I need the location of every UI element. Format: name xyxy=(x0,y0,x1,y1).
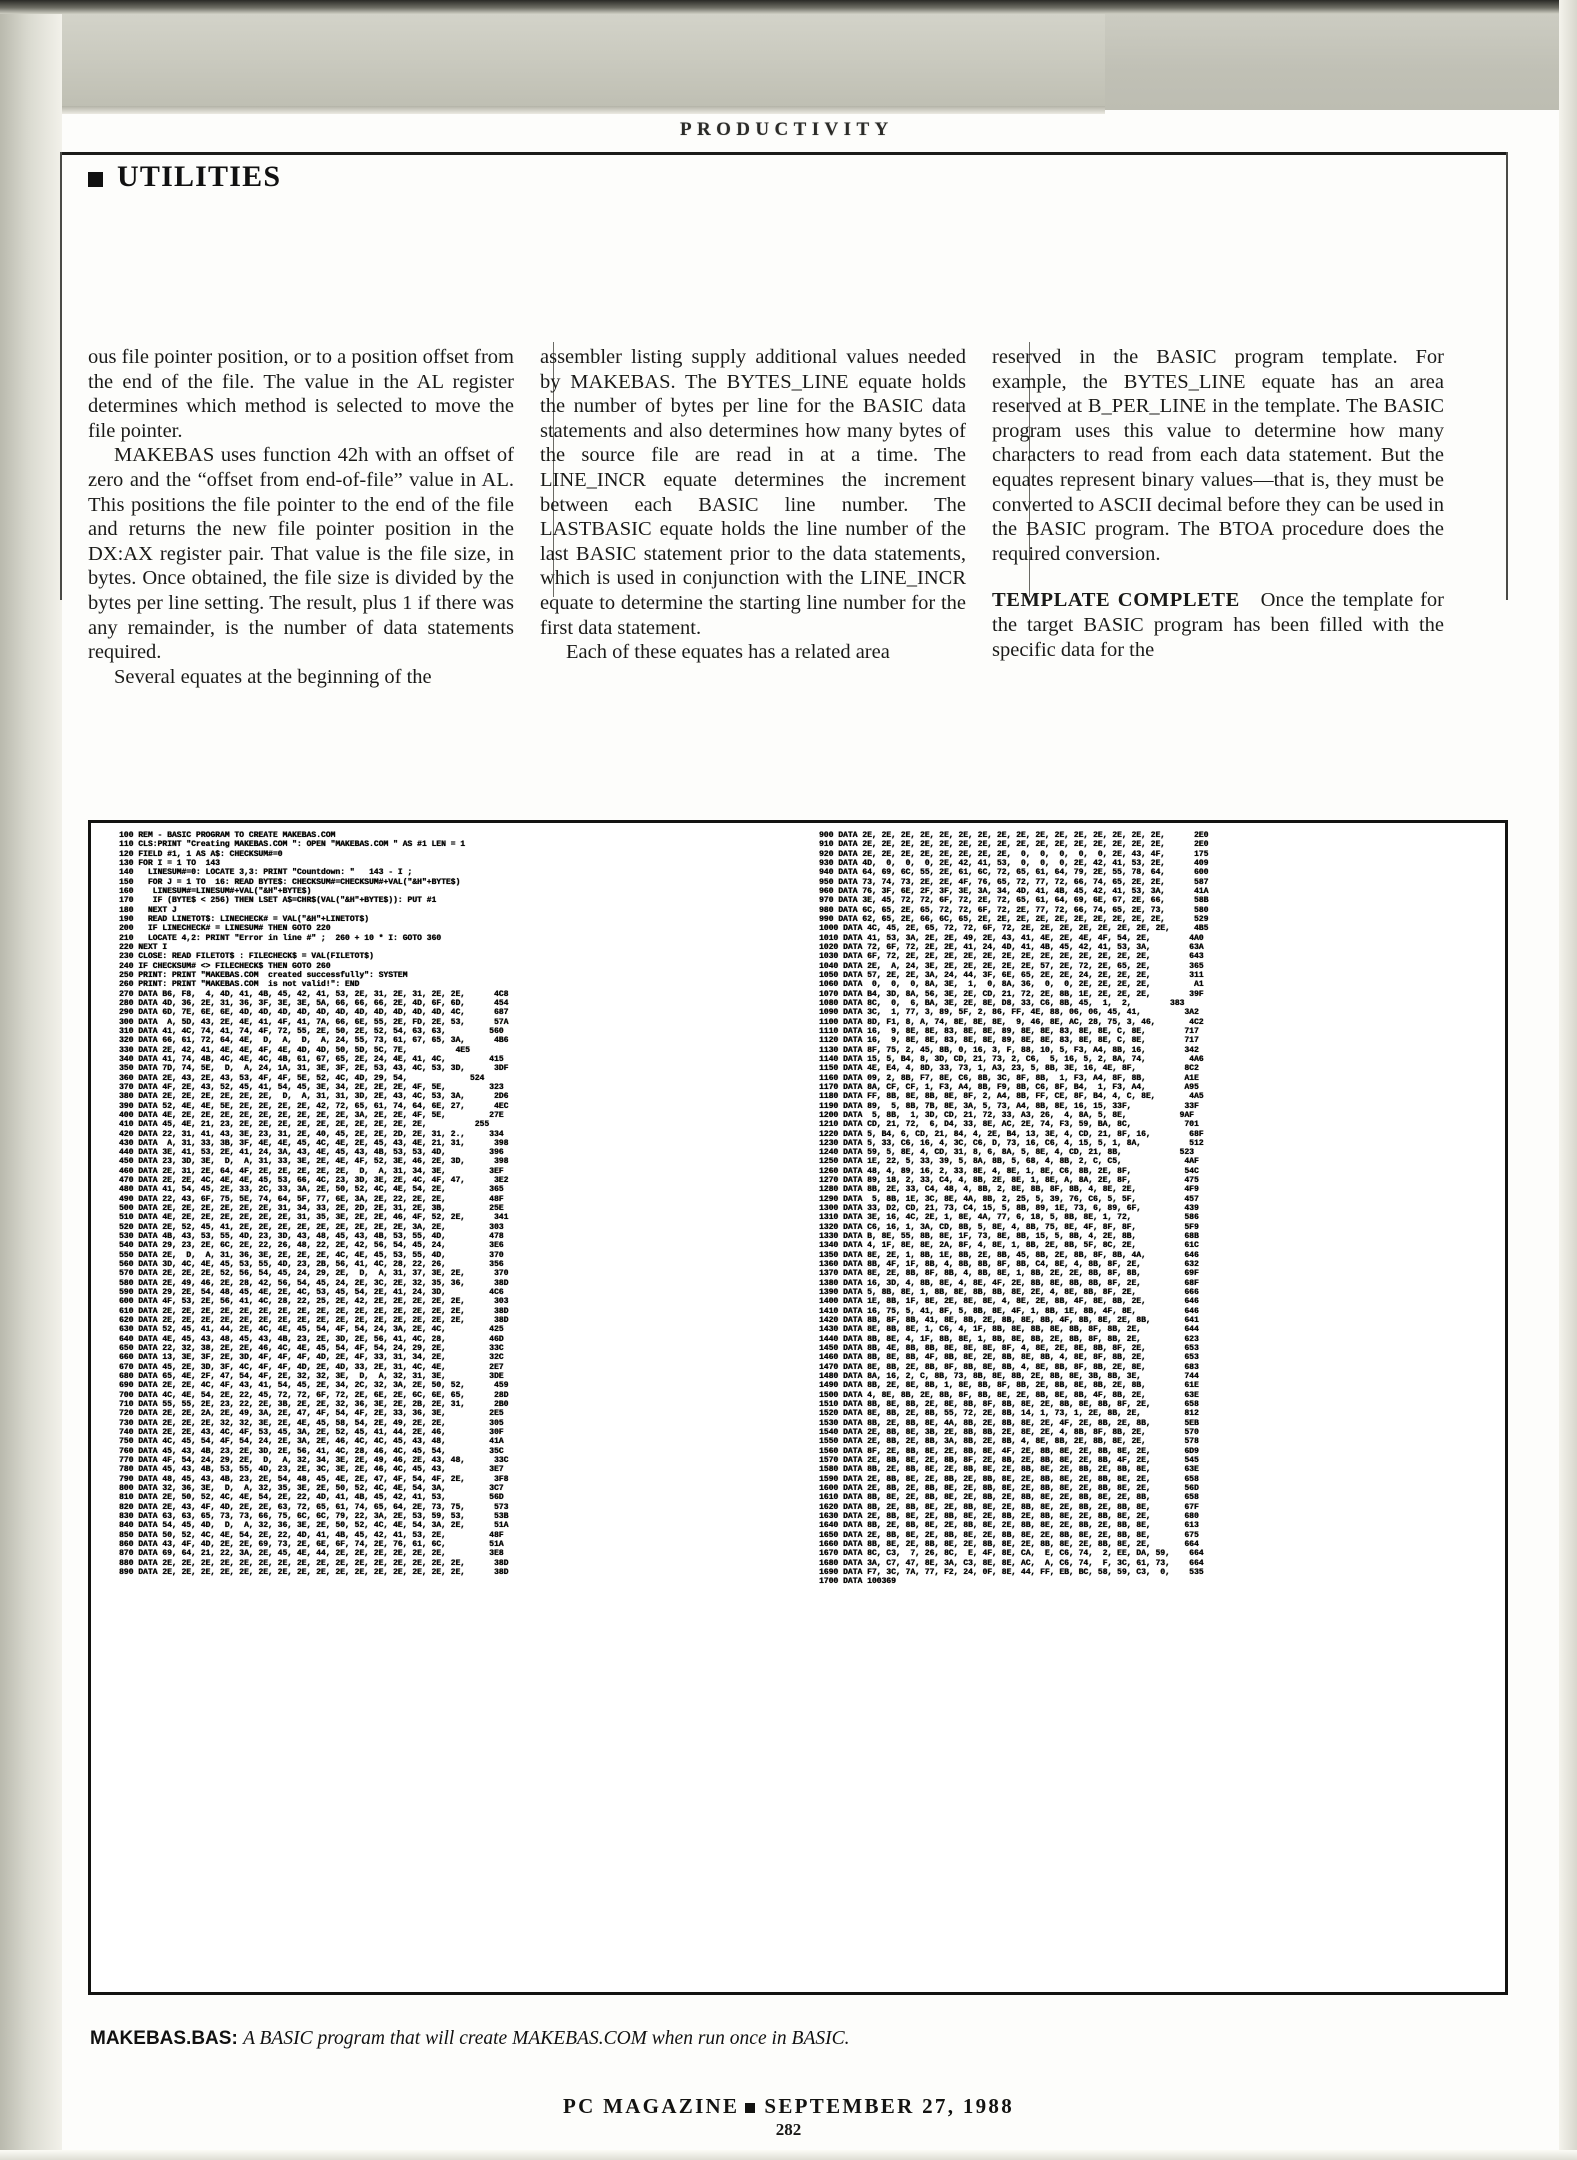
listing-line: 940 DATA 64, 69, 6C, 55, 2E, 61, 6C, 72, 65, 61, 64, 79, 2E, 55, 78, 64, 600 xyxy=(819,868,1209,878)
listing-line: 540 DATA 29, 23, 2E, 6C, 2E, 22, 26, 48, 22, 2E, 42, 56, 54, 45, 24, 3E6 xyxy=(119,1241,504,1251)
paragraph: reserved in the BASIC program template. For example, the BYTES_LINE equate has an area reserved at B_PER_LINE in the template. The BASIC program uses this value to determine how many characters to read from each data statement. But the equates represent binary values—that is, they must be converted to ASCII decimal before they can be used in the BASIC program. The BTOA procedure does the required conversion. xyxy=(992,346,1444,565)
listing-column-right xyxy=(797,831,1497,1986)
listing-line: 1700 DATA 100369 xyxy=(819,1577,896,1587)
listing-line: 220 NEXT I xyxy=(119,942,168,952)
listing-line: 1220 DATA 5, B4, 6, CD, 21, 84, 4, 2E, B4, 13, 3E, 4, CD, 21, 8F, 16, 68F xyxy=(819,1129,1204,1139)
listing-line: 1530 DATA 8B, 2E, 8B, 8E, 4A, 8B, 2E, 8B, 8E, 2E, 4F, 2E, 8B, 2E, 8B, 5EB xyxy=(819,1418,1199,1428)
listing-line: 880 DATA 2E, 2E, 2E, 2E, 2E, 2E, 2E, 2E, 2E, 2E, 2E, 2E, 2E, 2E, 2E, 2E, 38D xyxy=(119,1558,509,1568)
listing-line: 1180 DATA FF, 8B, 8E, 8B, 8E, 8F, 2, A4, 8B, FF, CE, 8F, B4, 4, C, 8E, 4A5 xyxy=(819,1092,1204,1102)
listing-line: 1010 DATA 41, 53, 3A, 2E, 2E, 49, 2E, 43, 41, 4E, 2E, 4E, 4F, 54, 2E, 4A0 xyxy=(819,933,1204,943)
listing-line: 470 DATA 2E, 2E, 4C, 4E, 4E, 45, 53, 66, 4C, 23, 3D, 3E, 2E, 4C, 4F, 47, 3E2 xyxy=(119,1176,509,1186)
listing-line: 1050 DATA 57, 2E, 2E, 3A, 24, 44, 3F, 6E, 65, 2E, 2E, 24, 2E, 2E, 2E, 311 xyxy=(819,970,1204,980)
listing-line: 380 DATA 2E, 2E, 2E, 2E, 2E, 2E, D, A, 31, 31, 3D, 2E, 43, 4C, 53, 3A, 2D6 xyxy=(119,1092,509,1102)
article-column-1 xyxy=(88,345,540,689)
listing-line: 1350 DATA 8E, 2E, 1, 8B, 1E, 8B, 2E, 8B, 45, 8B, 2E, 8B, 8F, 8B, 4A, 646 xyxy=(819,1250,1199,1260)
listing-line: 390 DATA 52, 4E, 4E, 5E, 2E, 2E, 2E, 2E, 42, 72, 65, 61, 74, 64, 6E, 27, 4EC xyxy=(119,1101,509,1111)
article-column-2 xyxy=(540,345,992,689)
caption-filename: MAKEBAS.BAS: xyxy=(90,2028,238,2049)
listing-line: 440 DATA 3E, 41, 53, 2E, 41, 24, 3A, 43, 4E, 45, 43, 4B, 53, 53, 4D, 396 xyxy=(119,1148,504,1158)
listing-line: 980 DATA 6C, 65, 2E, 65, 72, 72, 6F, 72, 2E, 77, 72, 66, 74, 65, 2E, 73, 580 xyxy=(819,905,1209,915)
listing-line: 1420 DATA 8B, 8F, 8B, 41, 8E, 8B, 2E, 8B, 8E, 8B, 4F, 8B, 8E, 2E, 8B, 641 xyxy=(819,1316,1199,1326)
footer-magazine: PC MAGAZINE xyxy=(562,2094,740,2118)
listing-line: 280 DATA 4D, 36, 2E, 31, 36, 3F, 3E, 3E, 5A, 66, 66, 66, 2E, 4D, 6F, 6D, 454 xyxy=(119,998,509,1008)
listing-line: 990 DATA 62, 65, 2E, 66, 6C, 65, 2E, 2E, 2E, 2E, 2E, 2E, 2E, 2E, 2E, 2E, 529 xyxy=(819,914,1209,924)
listing-line: 180 NEXT J xyxy=(119,905,177,915)
utilities-rule xyxy=(60,152,1508,155)
listing-line: 410 DATA 45, 4E, 21, 23, 2E, 2E, 2E, 2E, 2E, 2E, 2E, 2E, 2E, 2E, 255 xyxy=(119,1120,490,1130)
listing-line: 1240 DATA 59, 5, 8E, 4, CD, 31, 8, 6, 8A, 5, 8E, 4, CD, 21, 8B, 523 xyxy=(819,1148,1194,1158)
section-kicker: PRODUCTIVITY xyxy=(680,119,894,140)
listing-line: 570 DATA 2E, 2E, 2E, 52, 56, 54, 45, 24, 29, 2E, D, A, 31, 37, 3E, 2E, 370 xyxy=(119,1269,509,1279)
listing-line: 1490 DATA 8B, 2E, 8E, 8B, 1, 8E, 8B, 8F, 8B, 2E, 8B, 8E, 8B, 2E, 8B, 61E xyxy=(819,1381,1199,1391)
program-listing-box xyxy=(88,820,1508,1995)
listing-line: 530 DATA 4B, 43, 53, 55, 4D, 23, 3D, 43, 48, 45, 43, 4B, 53, 55, 4D, 478 xyxy=(119,1232,504,1242)
listing-line: 550 DATA 2E, D, A, 31, 36, 3E, 2E, 2E, 2E, 4C, 4E, 45, 53, 55, 4D, 370 xyxy=(119,1250,504,1260)
listing-line: 420 DATA 22, 31, 41, 43, 3E, 23, 31, 2E, 40, 45, 2E, 2E, 2D, 2E, 31, 2., 334 xyxy=(119,1129,504,1139)
listing-line: 1160 DATA 09, 2, 8B, F7, 8E, C6, 8B, 3C, 8F, 8B, 1, F3, A4, 8F, 8B, A1E xyxy=(819,1073,1199,1083)
listing-line: 250 PRINT: PRINT "MAKEBAS.COM created successfully": SYSTEM xyxy=(119,970,408,980)
listing-line: 520 DATA 2E, 52, 45, 41, 2E, 2E, 2E, 2E, 2E, 2E, 2E, 2E, 2E, 3A, 2E, 303 xyxy=(119,1222,504,1232)
listing-line: 810 DATA 2E, 50, 52, 4C, 4E, 54, 2E, 22, 4D, 41, 4B, 45, 42, 41, 53, 56D xyxy=(119,1493,504,1503)
scan-edge-left xyxy=(0,0,62,2160)
page-footer xyxy=(0,2094,1577,2119)
listing-line: 1330 DATA B, 8E, 55, 8B, 8E, 1F, 73, 8E, 8B, 15, 5, 8B, 4, 2E, 8B, 68B xyxy=(819,1232,1199,1242)
listing-line: 750 DATA 4C, 45, 54, 4F, 54, 24, 2E, 3A, 2E, 46, 4C, 4C, 45, 43, 48, 41A xyxy=(119,1437,504,1447)
listing-line: 630 DATA 52, 45, 41, 44, 2E, 4C, 4E, 45, 54, 4F, 54, 24, 3A, 2E, 4C, 425 xyxy=(119,1325,504,1335)
paragraph: Several equates at the beginning of the xyxy=(114,665,432,688)
listing-line: 720 DATA 2E, 2E, 2A, 2E, 49, 3A, 2E, 47, 4F, 54, 4F, 2E, 33, 36, 3E, 2E5 xyxy=(119,1409,504,1419)
listing-line: 1080 DATA 8C, 0, 6, BA, 3E, 2E, 8E, D8, 33, C6, 8B, 45, 1, 2, 383 xyxy=(819,998,1185,1008)
article-body xyxy=(88,345,1513,689)
listing-line: 350 DATA 7D, 74, 5E, D, A, 24, 1A, 31, 3E, 3F, 2E, 53, 43, 4C, 53, 3D, 3DF xyxy=(119,1064,509,1074)
listing-line: 560 DATA 3D, 4C, 4E, 45, 53, 55, 4D, 23, 2B, 56, 41, 4C, 28, 22, 26, 356 xyxy=(119,1260,504,1270)
listing-line: 1020 DATA 72, 6F, 72, 2E, 2E, 41, 24, 4D, 41, 4B, 45, 42, 41, 53, 3A, 63A xyxy=(819,942,1204,952)
listing-line: 600 DATA 4F, 53, 2E, 56, 41, 4C, 28, 22, 25, 2E, 42, 2E, 2E, 2E, 2E, 2E, 303 xyxy=(119,1297,509,1307)
listing-line: 1680 DATA 3A, C7, 47, 8E, 3A, C3, 8E, 8E, AC, A, C6, 74, F, 3C, 61, 73, 664 xyxy=(819,1558,1204,1568)
listing-line: 1570 DATA 2E, 8B, 8E, 2E, 8B, 8F, 2E, 8B, 2E, 8B, 8E, 2E, 8B, 4F, 2E, 545 xyxy=(819,1455,1199,1465)
listing-line: 490 DATA 22, 43, 6F, 75, 5E, 74, 64, 5F, 77, 6E, 3A, 2E, 22, 2E, 2E, 48F xyxy=(119,1194,504,1204)
listing-line: 110 CLS:PRINT "Creating MAKEBAS.COM ": OPEN "MAKEBAS.COM " AS #1 LEN = 1 xyxy=(119,840,466,850)
listing-line: 850 DATA 50, 52, 4C, 4E, 54, 2E, 22, 4D, 41, 4B, 45, 42, 41, 53, 2E, 48F xyxy=(119,1530,504,1540)
listing-line: 1580 DATA 8B, 2E, 8B, 8E, 2E, 8B, 8E, 2E, 8B, 8E, 2E, 8B, 2E, 8B, 8E, 63E xyxy=(819,1465,1199,1475)
paragraph: ous file pointer position, or to a position offset from the end of the file. The value in the AL register determines which method is selected to move the file pointer. xyxy=(88,346,514,442)
listing-line: 1400 DATA 1E, 8B, 1F, 8E, 2E, 8E, 8E, 4, 8E, 2E, 8B, 4F, 8E, 8B, 2E, 646 xyxy=(819,1297,1199,1307)
listing-line: 200 IF LINECHECK# = LINESUM# THEN GOTO 220 xyxy=(119,924,331,934)
listing-line: 1210 DATA CD, 21, 72, 6, D4, 33, 8E, AC, 2E, 74, F3, 59, BA, 8C, 701 xyxy=(819,1120,1199,1130)
listing-line: 930 DATA 4D, 0, 0, 0, 2E, 42, 41, 53, 0, 0, 0, 2E, 42, 41, 53, 2E, 409 xyxy=(819,858,1209,868)
listing-line: 1690 DATA F7, 3C, 7A, 77, F2, 24, 0F, 8E, 44, FF, EB, BC, 58, 59, C3, 0, 535 xyxy=(819,1567,1204,1577)
listing-line: 1140 DATA 15, 5, B4, 8, 3D, CD, 21, 73, 2, C6, 5, 16, 5, 2, 8A, 74, 4A6 xyxy=(819,1054,1204,1064)
listing-line: 820 DATA 2E, 43, 4F, 4D, 2E, 2E, 63, 72, 65, 61, 74, 65, 64, 2E, 73, 75, 573 xyxy=(119,1502,509,1512)
listing-line: 1380 DATA 16, 3D, 4, 8B, 8E, 4, 8E, 4F, 2E, 8B, 8E, 8B, 8B, 8F, 2E, 68F xyxy=(819,1278,1199,1288)
listing-line: 670 DATA 45, 2E, 3D, 3F, 4C, 4F, 4F, 4D, 2E, 4D, 33, 2E, 31, 4C, 4E, 2E7 xyxy=(119,1362,504,1372)
listing-line: 310 DATA 41, 4C, 74, 41, 74, 4F, 72, 55, 2E, 50, 2E, 52, 54, 63, 63, 560 xyxy=(119,1026,504,1036)
listing-line: 740 DATA 2E, 2E, 43, 4C, 4F, 53, 45, 3A, 2E, 52, 45, 41, 44, 2E, 46, 30F xyxy=(119,1428,504,1437)
listing-line: 100 REM - BASIC PROGRAM TO CREATE MAKEBAS.COM xyxy=(119,831,336,840)
listing-line: 450 DATA 23, 3D, 3E, D, A, 31, 33, 3E, 2E, 4E, 4F, 52, 3E, 46, 2E, 3D, 398 xyxy=(119,1157,509,1167)
listing-line: 1150 DATA 4E, E4, 4, 8D, 33, 73, 1, A3, 23, 5, 8B, 3E, 16, 4E, 8F, 8C2 xyxy=(819,1064,1199,1074)
masthead-shadow xyxy=(62,106,1105,114)
listing-line: 120 FIELD #1, 1 AS A$: CHECKSUM#=0 xyxy=(119,849,283,859)
listing-line: 1200 DATA 5, 8B, 1, 3D, CD, 21, 72, 33, A3, 26, 4, 8A, 5, 8E, 9AF xyxy=(819,1110,1194,1120)
paragraph: Each of these equates has a related area xyxy=(566,641,890,664)
listing-line: 790 DATA 48, 45, 43, 4B, 23, 2E, 54, 48, 45, 4E, 2E, 47, 4F, 54, 4F, 2E, 3F8 xyxy=(119,1474,509,1484)
listing-line: 1410 DATA 16, 75, 5, 41, 8F, 5, 8B, 8E, 4F, 1, 8B, 1E, 8B, 4F, 8E, 646 xyxy=(819,1306,1199,1316)
listing-column-left xyxy=(101,831,797,1986)
scan-edge-top xyxy=(0,0,1577,14)
scan-edge-bottom xyxy=(0,2150,1577,2160)
listing-line: 1460 DATA 8B, 8E, 8B, 4F, 8B, 8E, 2E, 8B, 8E, 8B, 4, 8E, 8F, 8B, 2E, 653 xyxy=(819,1353,1199,1363)
listing-line: 760 DATA 45, 43, 4B, 23, 2E, 3D, 2E, 56, 41, 4C, 28, 46, 4C, 45, 54, 35C xyxy=(119,1446,504,1456)
listing-line: 320 DATA 66, 61, 72, 64, 4E, D, A, D, A, 24, 55, 73, 61, 67, 65, 3A, 4B6 xyxy=(119,1036,509,1046)
listing-line: 1370 DATA 8E, 2E, 8B, 8F, 8B, 4, 8B, 8E, 1, 8B, 2E, 2E, 8B, 8F, 8B, 69F xyxy=(819,1269,1199,1279)
listing-line: 1190 DATA 89, 5, 8B, 7B, 8E, 3A, 5, 73, A4, 8B, 8E, 16, 15, 33F, 33F xyxy=(819,1101,1199,1111)
listing-line: 510 DATA 4E, 2E, 2E, 2E, 2E, 2E, 2E, 31, 35, 3E, 2E, 2E, 46, 4F, 52, 2E, 341 xyxy=(119,1213,509,1223)
listing-line: 460 DATA 2E, 31, 2E, 64, 4F, 2E, 2E, 2E, 2E, 2E, D, A, 31, 34, 3E, 3EF xyxy=(119,1166,504,1176)
listing-line: 1340 DATA 4, 1F, 8E, 8E, 2A, 8F, 4, 8E, 1, 8B, 2E, 8B, 5F, 8C, 2E, 61C xyxy=(819,1241,1199,1251)
listing-line: 1640 DATA 8B, 2E, 8B, 8E, 2E, 8B, 8E, 2E, 8B, 8E, 2E, 8B, 2E, 8B, 8E, 613 xyxy=(819,1521,1199,1531)
listing-line: 590 DATA 29, 2E, 54, 48, 45, 4E, 2E, 4C, 53, 45, 54, 2E, 41, 24, 3D, 4C6 xyxy=(119,1288,504,1298)
paragraph: assembler listing supply additional values needed by MAKEBAS. The BYTES_LINE equate holds the number of bytes per line for the BASIC data statements and also determines how many bytes of the source file are read in at a time. The LINE_INCR equate determines the increment between each BASIC line number. The LASTBASIC equate holds the line number of the last BASIC statement prior to the data statements, which is used in conjunction with the LINE_INCR equate to determine the starting line number for the first data statement. xyxy=(540,346,966,639)
page-number: 282 xyxy=(775,2120,802,2139)
listing-line: 1650 DATA 2E, 8B, 8E, 2E, 8B, 8E, 2E, 8B, 8E, 2E, 8B, 8E, 2E, 8B, 8E, 675 xyxy=(819,1530,1199,1540)
listing-line: 800 DATA 32, 36, 3E, D, A, 32, 35, 3E, 2E, 50, 52, 4C, 4E, 54, 3A, 3C7 xyxy=(119,1483,504,1493)
listing-line: 400 DATA 4E, 2E, 2E, 2E, 2E, 2E, 2E, 2E, 2E, 2E, 3A, 2E, 2E, 4F, 5E, 27E xyxy=(119,1110,504,1120)
listing-line: 690 DATA 2E, 2E, 4C, 4F, 43, 41, 54, 45, 2E, 34, 2C, 32, 3A, 2E, 50, 52, 459 xyxy=(119,1381,509,1391)
listing-line: 230 CLOSE: READ FILETOT$ : FILECHECK$ = VAL(FILETOT$) xyxy=(119,952,374,962)
listing-line: 650 DATA 22, 32, 38, 2E, 2E, 46, 4C, 4E, 45, 54, 4F, 54, 24, 29, 2E, 33C xyxy=(119,1344,504,1354)
listing-line: 1270 DATA 89, 18, 2, 33, C4, 4, 8B, 2E, 8E, 1, 8E, A, 8A, 2E, 8F, 475 xyxy=(819,1176,1199,1186)
listing-line: 1550 DATA 2E, 8B, 2E, 8B, 3A, 8B, 2E, 8B, 4, 8E, 8B, 2E, 8B, 8E, 2E, 578 xyxy=(819,1437,1199,1447)
listing-line: 1070 DATA B4, 3D, 8A, 56, 3E, 2E, CD, 21, 72, 2E, 8B, 1E, 2E, 2E, 2E, 39F xyxy=(819,989,1204,999)
listing-line: 620 DATA 2E, 2E, 2E, 2E, 2E, 2E, 2E, 2E, 2E, 2E, 2E, 2E, 2E, 2E, 2E, 2E, 38D xyxy=(119,1316,509,1326)
listing-line: 1090 DATA 3C, 1, 77, 3, 89, 5F, 2, 86, FF, 4E, 88, 06, 06, 45, 41, 3A2 xyxy=(819,1008,1199,1018)
listing-line: 1440 DATA 8B, 8E, 4, 1F, 8B, 8E, 1, 8B, 8E, 8B, 2E, 8B, 8F, 8B, 2E, 623 xyxy=(819,1334,1199,1344)
listing-line: 1630 DATA 2E, 8B, 8E, 2E, 8B, 8E, 2E, 8B, 2E, 8B, 8E, 2E, 8B, 8E, 2E, 680 xyxy=(819,1511,1199,1521)
listing-line: 1290 DATA 5, 8B, 1E, 3C, 8E, 4A, 8B, 2, 25, 5, 39, 76, C6, 5, 5F, 457 xyxy=(819,1194,1199,1204)
listing-line: 210 LOCATE 4,2: PRINT "Error in line #" ; 260 + 10 * I: GOTO 360 xyxy=(119,933,442,943)
listing-line: 170 IF (BYTE$ < 256) THEN LSET A$=CHR$(VAL("&H"+BYTE$)): PUT #1 xyxy=(119,896,437,906)
listing-line: 140 LINESUM#=0: LOCATE 3,3: PRINT "Countdown: " 143 - I ; xyxy=(119,868,413,878)
listing-line: 610 DATA 2E, 2E, 2E, 2E, 2E, 2E, 2E, 2E, 2E, 2E, 2E, 2E, 2E, 2E, 2E, 2E, 38D xyxy=(119,1306,509,1316)
listing-line: 1100 DATA 8D, F1, 8, A, 74, 8E, 8E, 8E, 9, 46, 8E, AC, 28, 75, 3, 46, 4C2 xyxy=(819,1017,1204,1027)
listing-line: 1120 DATA 16, 9, 8E, 8E, 83, 8E, 8E, 89, 8E, 8E, 83, 8E, 8E, C, 8E, 717 xyxy=(819,1036,1199,1046)
listing-line: 920 DATA 2E, 2E, 2E, 2E, 2E, 2E, 2E, 2E, 0, 0, 0, 0, 0, 2E, 43, 4F, 175 xyxy=(819,849,1209,859)
listing-line: 260 PRINT: PRINT "MAKEBAS.COM is not valid!": END xyxy=(119,980,360,990)
listing-line: 1670 DATA 8C, C3, 7, 26, 8C, E, 4F, 8E, CA, E, C6, 74, 2, EE, DA, 59, 664 xyxy=(819,1549,1204,1559)
masthead-band xyxy=(62,14,1105,110)
listing-line: 830 DATA 63, 63, 65, 73, 73, 66, 75, 6C, 6C, 79, 22, 3A, 2E, 53, 59, 53, 53B xyxy=(119,1511,509,1521)
footer-date: SEPTEMBER 27, 1988 xyxy=(764,2094,1015,2118)
listing-line: 1480 DATA 8A, 16, 2, C, 8B, 73, 8B, 8E, 8B, 2E, 8B, 8E, 3B, 8B, 3E, 744 xyxy=(819,1372,1199,1382)
listing-line: 1060 DATA 0, 0, 0, 8A, 3E, 1, 0, 8A, 36, 0, 0, 2E, 2E, 2E, 2E, A1 xyxy=(819,980,1204,990)
subsection-paragraph xyxy=(992,588,1444,662)
listing-line: 1260 DATA 48, 4, 89, 16, 2, 33, 8E, 4, 8E, 1, 8E, C6, 8B, 2E, 8F, 54C xyxy=(819,1166,1199,1176)
listing-line: 1110 DATA 16, 9, 8E, 8E, 83, 8E, 8E, 89, 8E, 8E, 83, 8E, 8E, C, 8E, 717 xyxy=(819,1026,1199,1036)
listing-line: 840 DATA 54, 45, 4D, D, A, 32, 36, 3E, 2E, 50, 52, 4C, 4E, 54, 3A, 2E, 51A xyxy=(119,1521,509,1531)
listing-line: 1620 DATA 8B, 2E, 8B, 8E, 2E, 8B, 8E, 2E, 8B, 8E, 2E, 8B, 2E, 8B, 8E, 67F xyxy=(819,1502,1199,1512)
listing-line: 1450 DATA 8B, 4E, 8B, 8B, 8E, 8E, 8E, 8F, 4, 8E, 2E, 8E, 8B, 8F, 2E, 653 xyxy=(819,1344,1199,1354)
listing-line: 900 DATA 2E, 2E, 2E, 2E, 2E, 2E, 2E, 2E, 2E, 2E, 2E, 2E, 2E, 2E, 2E, 2E, 2E0 xyxy=(819,831,1209,840)
listing-line: 950 DATA 73, 74, 73, 2E, 2E, 4F, 76, 65, 72, 77, 72, 66, 74, 65, 2E, 2E, 587 xyxy=(819,877,1209,887)
listing-line: 1040 DATA 2E, A, 24, 3E, 2E, 2E, 2E, 2E, 2E, 57, 2E, 72, 2E, 65, 2E, 365 xyxy=(819,961,1204,971)
listing-line: 660 DATA 13, 3E, 3F, 2E, 3D, 4F, 4F, 4F, 4D, 2E, 4F, 33, 31, 34, 2E, 32C xyxy=(119,1353,504,1363)
listing-line: 1230 DATA 5, 33, C6, 16, 4, 3C, C6, D, 73, 16, C6, 4, 15, 5, 1, 8A, 512 xyxy=(819,1138,1204,1148)
listing-line: 160 LINESUM#=LINESUM#+VAL("&H"+BYTE$) xyxy=(119,886,312,896)
listing-line: 1520 DATA 8E, 8B, 2E, 8B, 55, 72, 2E, 8B, 14, 1, 73, 1, 2E, 8B, 2E, 812 xyxy=(819,1409,1199,1419)
listing-line: 700 DATA 4C, 4E, 54, 2E, 22, 45, 72, 72, 6F, 72, 2E, 6E, 2E, 6C, 6E, 65, 28D xyxy=(119,1390,509,1400)
listing-line: 1590 DATA 2E, 8B, 8E, 2E, 8B, 2E, 8B, 8E, 2E, 8B, 8E, 2E, 8B, 8E, 2E, 658 xyxy=(819,1474,1199,1484)
listing-line: 1600 DATA 2E, 8B, 2E, 8B, 8E, 2E, 8B, 8E, 2E, 8B, 8E, 2E, 8B, 8E, 2E, 56D xyxy=(819,1483,1199,1493)
listing-line: 1360 DATA 8B, 4F, 1F, 8B, 4, 8B, 8B, 8F, 8B, C4, 8E, 4, 8B, 8F, 2E, 632 xyxy=(819,1260,1199,1270)
listing-line: 1170 DATA 8A, CF, CF, 1, F3, A4, 8B, F9, 8B, C6, 8F, B4, 1, F3, A4, A95 xyxy=(819,1082,1199,1092)
subsection-runhead: TEMPLATE COMPLETE xyxy=(992,589,1240,612)
listing-line: 1500 DATA 4, 8E, 8B, 2E, 8B, 8F, 8B, 8E, 2E, 8B, 8E, 8B, 4F, 8B, 2E, 63E xyxy=(819,1390,1199,1400)
listing-line: 1510 DATA 8B, 8E, 8B, 2E, 8E, 8B, 8F, 8B, 8E, 2E, 8B, 8E, 8B, 8F, 2E, 658 xyxy=(819,1400,1199,1410)
listing-line: 1390 DATA 5, 8B, 8E, 1, 8B, 8E, 8B, 8B, 8E, 2E, 4, 8E, 8B, 8F, 2E, 666 xyxy=(819,1288,1199,1298)
listing-line: 730 DATA 2E, 2E, 2E, 32, 32, 3E, 2E, 4E, 45, 58, 54, 2E, 49, 2E, 2E, 305 xyxy=(119,1418,504,1428)
listing-line: 680 DATA 65, 4E, 2F, 47, 54, 4F, 2E, 32, 32, 3E, D, A, 32, 31, 3E, 3DE xyxy=(119,1372,504,1382)
listing-line: 1250 DATA 1E, 22, 5, 33, 39, 5, 8A, 8B, 5, 68, 4, 8B, 2, C, C5, 4AF xyxy=(819,1157,1199,1167)
article-column-3 xyxy=(992,345,1444,689)
frame-rule-left xyxy=(60,152,62,600)
square-bullet-icon xyxy=(745,2103,755,2113)
listing-line: 1130 DATA 8F, 75, 2, 45, 8B, 0, 16, 3, F, 88, 10, 5, F3, A4, 8B, 16, 342 xyxy=(819,1045,1199,1055)
listing-line: 1660 DATA 8B, 8E, 2E, 8B, 8E, 2E, 8B, 8E, 2E, 8B, 8E, 2E, 8B, 8E, 2E, 664 xyxy=(819,1539,1199,1549)
subsection-text: Once the template for the target BASIC program has been filled with the specific data for the xyxy=(992,589,1445,661)
listing-line: 860 DATA 43, 4F, 4D, 2E, 2E, 69, 73, 2E, 6E, 6F, 74, 2E, 76, 61, 6C, 51A xyxy=(119,1539,504,1549)
listing-line: 1310 DATA 3E, 16, 4C, 2E, 1, 8E, 4A, 77, 6, 18, 5, 8B, 8E, 1, 72, 586 xyxy=(819,1213,1199,1223)
caption-description: A BASIC program that will create MAKEBAS.COM when run once in BASIC. xyxy=(243,2028,850,2049)
utilities-heading xyxy=(88,160,281,194)
listing-line: 870 DATA 69, 64, 21, 22, 3A, 2E, 45, 4E, 44, 2E, 2E, 2E, 2E, 2E, 2E, 3E8 xyxy=(119,1549,504,1559)
listing-line: 780 DATA 45, 43, 4B, 53, 55, 4D, 23, 2E, 3C, 3E, 2E, 46, 4C, 45, 43, 3E7 xyxy=(119,1465,504,1475)
listing-line: 1430 DATA 8E, 8B, 8E, 1, C6, 4, 1F, 8B, 8E, 8B, 8E, 8B, 8F, 8B, 2E, 644 xyxy=(819,1325,1199,1335)
listing-line: 1300 DATA 33, D2, CD, 21, 73, C4, 15, 5, 8B, 89, 1E, 73, 6, 89, 6F, 439 xyxy=(819,1204,1199,1214)
listing-line: 580 DATA 2E, 49, 46, 2E, 28, 42, 56, 54, 45, 24, 2E, 3C, 2E, 32, 35, 36, 38D xyxy=(119,1278,509,1288)
listing-line: 1030 DATA 6F, 72, 2E, 2E, 2E, 2E, 2E, 2E, 2E, 2E, 2E, 2E, 2E, 2E, 2E, 643 xyxy=(819,952,1204,962)
scan-edge-right xyxy=(1559,0,1577,2160)
listing-line: 1470 DATA 8E, 8B, 2E, 8B, 8F, 8B, 8E, 8B, 4, 8E, 8B, 8F, 8B, 2E, 8E, 683 xyxy=(819,1362,1199,1372)
listing-line: 480 DATA 41, 54, 45, 2E, 33, 2C, 33, 3A, 2E, 50, 52, 4C, 4E, 54, 2E, 365 xyxy=(119,1185,504,1195)
listing-line: 640 DATA 4E, 45, 43, 48, 45, 43, 4B, 23, 2E, 3D, 2E, 56, 41, 4C, 28, 46D xyxy=(119,1334,504,1344)
listing-line: 130 FOR I = 1 TO 143 xyxy=(119,858,220,868)
listing-line: 1280 DATA 8B, 2E, 33, C4, 48, 4, 8B, 2, 8E, 8B, 8F, 8B, 4, 8E, 2E, 4F9 xyxy=(819,1185,1199,1195)
listing-line: 500 DATA 2E, 2E, 2E, 2E, 2E, 2E, 31, 34, 33, 2E, 2D, 2E, 31, 2E, 3B, 25E xyxy=(119,1204,504,1214)
listing-line: 190 READ LINETOT$: LINECHECK# = VAL("&H"+LINETOT$) xyxy=(119,914,369,924)
listing-caption xyxy=(90,2028,1490,2050)
listing-line: 300 DATA A, 5D, 43, 2E, 4E, 41, 4F, 41, 7A, 66, 6E, 55, 2E, FD, 2E, 53, 57A xyxy=(119,1017,509,1027)
listing-line: 430 DATA A, 31, 33, 3B, 3F, 4E, 4E, 45, 4C, 4E, 2E, 45, 43, 4E, 21, 31, 398 xyxy=(119,1138,509,1148)
listing-line: 270 DATA B6, F8, 4, 4D, 41, 4B, 45, 42, 41, 53, 2E, 31, 2E, 31, 2E, 2E, 4C8 xyxy=(119,989,509,999)
listing-line: 1610 DATA 8B, 8E, 2E, 8B, 8E, 2E, 8B, 2E, 8B, 8E, 2E, 8B, 8E, 2E, 8B, 658 xyxy=(819,1493,1199,1503)
listing-line: 770 DATA 4F, 54, 24, 29, 2E, D, A, 32, 34, 3E, 2E, 49, 46, 2E, 43, 48, 33C xyxy=(119,1455,509,1465)
listing-line: 360 DATA 2E, 43, 2E, 43, 53, 4F, 4F, 5E, 52, 4C, 4D, 29, 54, 524 xyxy=(119,1073,485,1083)
utilities-title: UTILITIES xyxy=(117,160,282,193)
paragraph: MAKEBAS uses function 42h with an offset of zero and the “offset from end-of-file” value in AL. This positions the file pointer to the end of the file and returns the new file pointer position in the DX:AX register pair. That value is the file size, in bytes. Once obtained, the file size is divided by the bytes per line setting. The result, plus 1 if there was any remainder, is the number of data statements required. xyxy=(88,444,514,664)
square-bullet-icon xyxy=(88,172,103,187)
listing-line: 710 DATA 55, 55, 2E, 23, 22, 2E, 3B, 2E, 2E, 32, 36, 3E, 2E, 2B, 2E, 31, 2B0 xyxy=(119,1400,509,1410)
listing-line: 890 DATA 2E, 2E, 2E, 2E, 2E, 2E, 2E, 2E, 2E, 2E, 2E, 2E, 2E, 2E, 2E, 2E, 38D xyxy=(119,1567,509,1577)
listing-line: 1560 DATA 8F, 2E, 8B, 8E, 2E, 8B, 8E, 4F, 2E, 8B, 8E, 2E, 8B, 8E, 2E, 6D9 xyxy=(819,1446,1199,1456)
masthead-band-right xyxy=(1105,14,1559,110)
listing-line: 240 IF CHECKSUM# <> FILECHECK$ THEN GOTO 260 xyxy=(119,961,331,971)
listing-line: 970 DATA 3E, 45, 72, 72, 6F, 72, 2E, 72, 65, 61, 64, 69, 6E, 67, 2E, 66, 58B xyxy=(819,896,1209,906)
listing-line: 340 DATA 41, 74, 4B, 4C, 4E, 4C, 4B, 61, 67, 65, 2E, 24, 4E, 41, 4C, 415 xyxy=(119,1054,504,1064)
listing-line: 960 DATA 76, 3F, 6E, 2F, 3F, 3E, 3A, 34, 4D, 41, 4B, 45, 42, 41, 53, 3A, 41A xyxy=(819,886,1209,896)
listing-line: 1320 DATA C6, 16, 1, 3A, CD, 8B, 5, 8E, 4, 8B, 75, 8E, 4F, 8F, 8F, 5F9 xyxy=(819,1222,1199,1232)
listing-line: 1000 DATA 4C, 45, 2E, 65, 72, 72, 6F, 72, 2E, 2E, 2E, 2E, 2E, 2E, 2E, 2E, 4B5 xyxy=(819,924,1209,934)
listing-line: 290 DATA 6D, 7E, 6E, 6E, 4D, 4D, 4D, 4D, 4D, 4D, 4D, 4D, 4D, 4D, 4D, 4C, 687 xyxy=(119,1008,509,1018)
listing-line: 150 FOR J = 1 TO 16: READ BYTE$: CHECKSUM#=CHECKSUM#+VAL("&H"+BYTE$) xyxy=(119,877,461,887)
listing-line: 330 DATA 2E, 42, 41, 4E, 4E, 4F, 4E, 4D, 4D, 50, 5D, 5C, 7E, 4E5 xyxy=(119,1045,470,1055)
listing-line: 1540 DATA 2E, 8B, 8E, 3B, 2E, 8B, 8B, 2E, 8E, 2E, 4, 8B, 8F, 8B, 2E, 570 xyxy=(819,1428,1199,1437)
listing-line: 910 DATA 2E, 2E, 2E, 2E, 2E, 2E, 2E, 2E, 2E, 2E, 2E, 2E, 2E, 2E, 2E, 2E, 2E0 xyxy=(819,840,1209,850)
listing-line: 370 DATA 4F, 2E, 43, 52, 45, 41, 54, 45, 3E, 34, 2E, 2E, 2E, 4F, 5E, 323 xyxy=(119,1082,504,1092)
